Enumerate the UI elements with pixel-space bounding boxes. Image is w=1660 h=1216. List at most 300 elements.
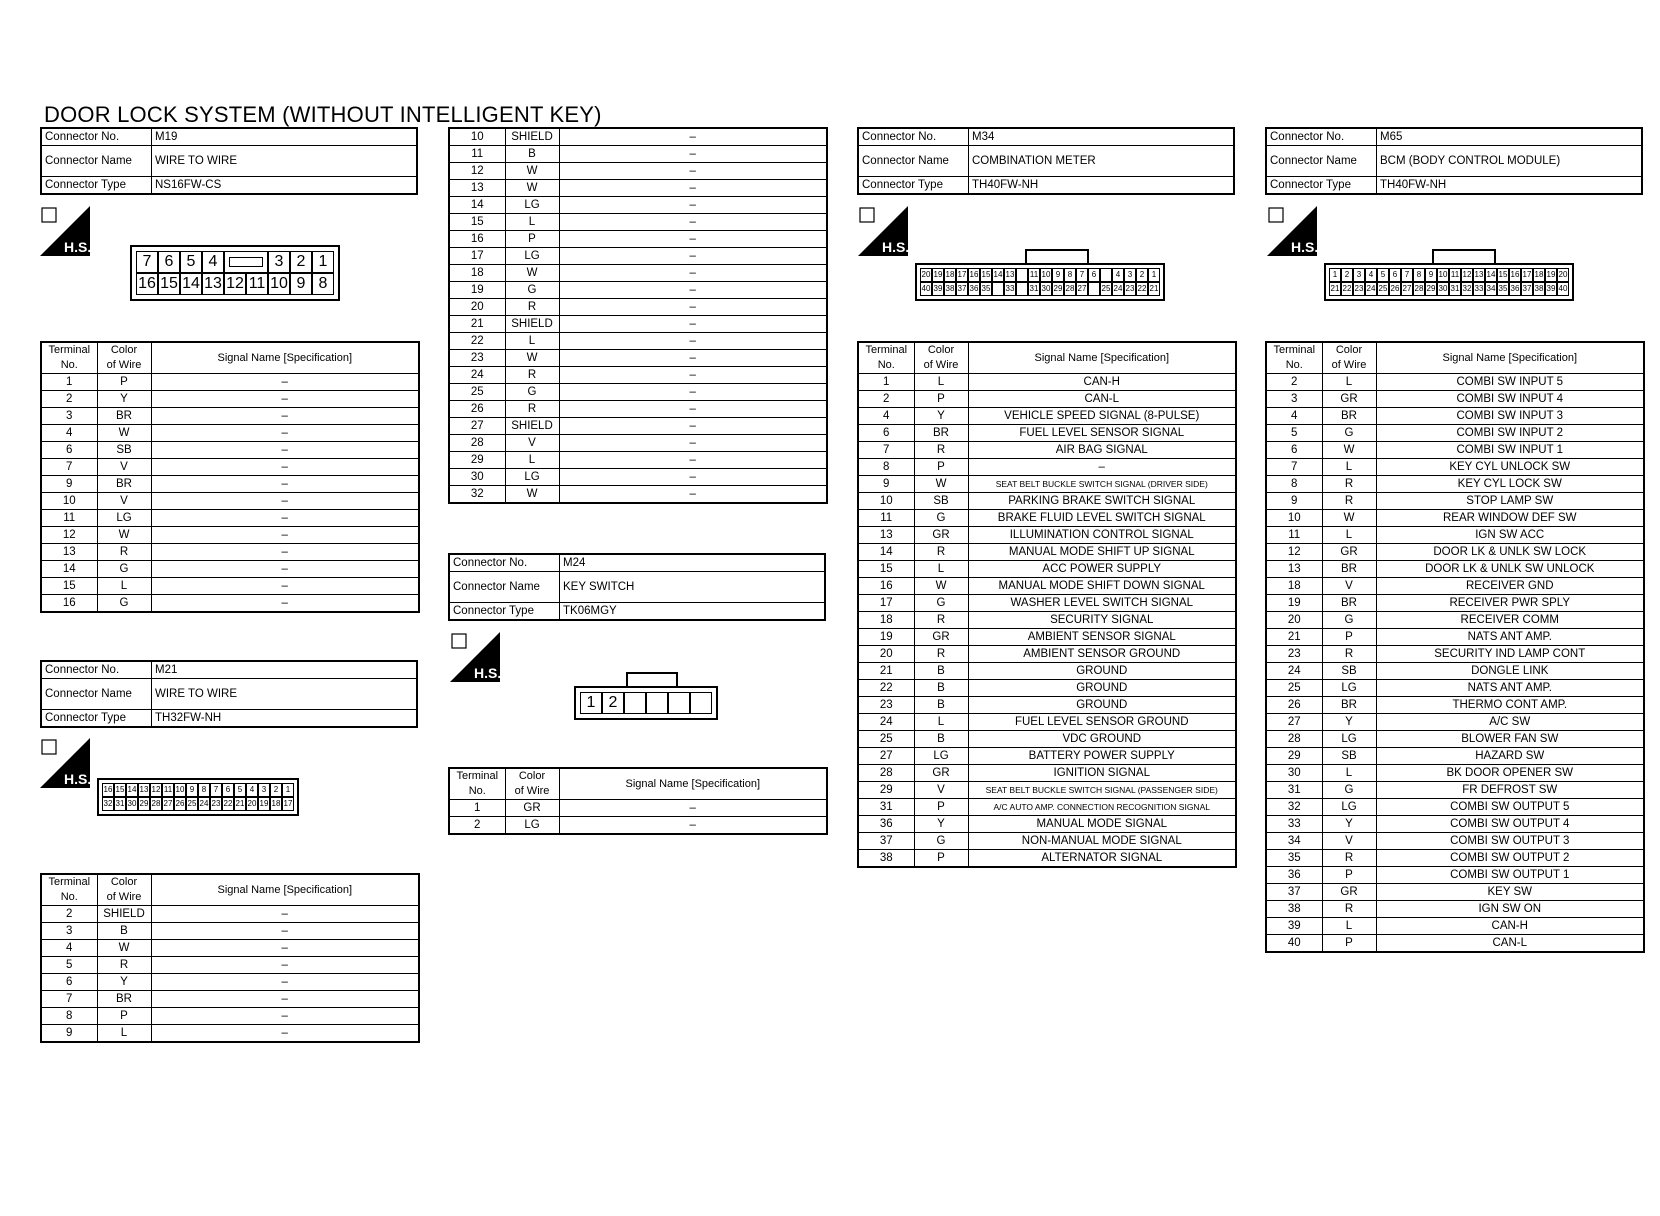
signal-name-header: Signal Name [Specification] [968,342,1236,374]
table-row [41,974,419,991]
signal-name: IGNITION SIGNAL [968,765,1236,782]
signal-name-header: Signal Name [Specification] [151,874,419,906]
wire-color: B [914,663,968,680]
connector-pin: 27 [1076,282,1088,296]
signal-name: – [151,527,419,544]
table-row [858,544,1236,561]
wire-color: B [914,680,968,697]
terminal-no: 36 [858,816,914,833]
connector-pin: 25 [1100,282,1112,296]
wire-color: P [97,1008,151,1025]
wire-color: SB [1322,663,1376,680]
terminal-no: 2 [41,906,97,923]
signal-name: COMBI SW OUTPUT 2 [1376,850,1644,867]
connector-pin: 22 [1341,282,1353,296]
connector-pin: 16 [136,273,158,295]
terminal-no: 6 [1266,442,1322,459]
color-header-line: Color [927,344,955,356]
terminal-no: 10 [1266,510,1322,527]
wire-color: LG [505,817,559,835]
table-row [449,128,827,146]
signal-name: – [559,350,827,367]
table-row [858,459,1236,476]
terminal-no: 14 [41,561,97,578]
connector-no: M34 [969,128,1235,146]
connector-name: WIRE TO WIRE [152,146,418,177]
svg-text:H.S.: H.S. [474,665,500,681]
terminal-no: 11 [858,510,914,527]
signal-name: – [559,146,827,163]
connector-pin: 40 [1557,282,1569,296]
connector-pin: 3 [1353,268,1365,282]
table-row [1266,765,1644,782]
color-header-line: Color [110,344,138,356]
wire-color: G [914,595,968,612]
wire-color-header [97,874,151,906]
table-row [858,493,1236,510]
table-row [449,384,827,401]
table-row [449,486,827,504]
terminal-no: 27 [858,748,914,765]
connector-pin: 39 [932,282,944,296]
terminal-no: 32 [1266,799,1322,816]
wire-color: W [914,476,968,493]
terminal-no: 12 [449,163,505,180]
terminal-no: 4 [1266,408,1322,425]
terminal-no: 28 [858,765,914,782]
table-row [41,1008,419,1025]
connector-pin: 8 [1413,268,1425,282]
signal-name: – [151,425,419,442]
wire-color-header [505,768,559,800]
terminal-header-line: Terminal [48,344,91,356]
connector-pin: 39 [1545,282,1557,296]
connector-pin: 33 [1004,282,1016,296]
connector-pin [1016,268,1028,282]
wire-color: BR [914,425,968,442]
pin-table-m21-continued [448,127,828,504]
table-row [1266,816,1644,833]
table-row [1266,901,1644,918]
wire-color: W [97,527,151,544]
terminal-no: 2 [858,391,914,408]
table-row [1266,629,1644,646]
wire-color-header [914,342,968,374]
connector-pin: 26 [1389,282,1401,296]
signal-name: WASHER LEVEL SWITCH SIGNAL [968,595,1236,612]
connector-pin: 18 [944,268,956,282]
connector-pin: 1 [282,783,294,797]
signal-name: IGN SW ACC [1376,527,1644,544]
connector-pin: 19 [258,797,270,811]
connector-pin: 9 [1052,268,1064,282]
connector-pin: 11 [246,273,268,295]
wire-color: G [97,561,151,578]
connector-pin: 4 [1365,268,1377,282]
terminal-no: 29 [449,452,505,469]
signal-name: MANUAL MODE SHIFT UP SIGNAL [968,544,1236,561]
connector-pin: 38 [1533,282,1545,296]
wire-color: W [914,578,968,595]
connector-pin: 6 [222,783,234,797]
connector-pin: 11 [1028,268,1040,282]
terminal-no: 8 [1266,476,1322,493]
terminal-no: 31 [858,799,914,816]
connector-info-m24 [448,553,826,621]
signal-name: AMBIENT SENSOR SIGNAL [968,629,1236,646]
connector-pin: 21 [1148,282,1160,296]
terminal-no: 3 [41,923,97,940]
signal-name: – [559,817,827,835]
label: Connector Name [41,146,152,177]
wire-color: R [97,957,151,974]
wire-color: GR [914,765,968,782]
terminal-header-line: No. [60,359,78,371]
terminal-no: 6 [41,974,97,991]
terminal-no: 2 [449,817,505,835]
wire-color: SHIELD [505,128,559,146]
terminal-no: 21 [858,663,914,680]
terminal-header-line: Terminal [48,876,91,888]
terminal-no: 15 [449,214,505,231]
connector-pin: 4 [1112,268,1124,282]
terminal-no: 3 [41,408,97,425]
wire-color: L [505,214,559,231]
table-row [449,800,827,817]
connector-info-m21 [40,660,418,728]
table-row [1266,527,1644,544]
terminal-no-header [41,342,97,374]
wire-color: V [1322,578,1376,595]
table-row [41,493,419,510]
signal-name: – [559,800,827,817]
wire-color: L [505,333,559,350]
terminal-no: 29 [1266,748,1322,765]
color-header-line: of Wire [514,785,550,797]
signal-name: BRAKE FLUID LEVEL SWITCH SIGNAL [968,510,1236,527]
terminal-no: 23 [858,697,914,714]
signal-name: CAN-H [968,374,1236,391]
signal-name: ILLUMINATION CONTROL SIGNAL [968,527,1236,544]
table-row [1266,680,1644,697]
page-title: DOOR LOCK SYSTEM (WITHOUT INTELLIGENT KEY) [44,102,602,127]
wire-color: W [97,940,151,957]
wire-color: BR [1322,561,1376,578]
terminal-no: 11 [449,146,505,163]
connector-pin: 1 [1148,268,1160,282]
wire-color: P [914,459,968,476]
terminal-no: 21 [449,316,505,333]
connector-pin: 1 [580,692,602,714]
wire-color: G [1322,612,1376,629]
connector-pin: 4 [202,251,224,273]
wire-color: G [1322,425,1376,442]
wire-color: LG [914,748,968,765]
signal-name: SECURITY IND LAMP CONT [1376,646,1644,663]
signal-name: – [151,906,419,923]
table-row [858,799,1236,816]
table-row [1266,476,1644,493]
wire-color: G [97,595,151,613]
connector-pin: 16 [1509,268,1521,282]
wire-color: LG [505,469,559,486]
terminal-no: 20 [1266,612,1322,629]
wire-color: GR [505,800,559,817]
label: Connector No. [41,128,152,146]
signal-name: ACC POWER SUPPLY [968,561,1236,578]
connector-pin: 7 [136,251,158,273]
wire-color: W [1322,442,1376,459]
signal-name: – [151,374,419,391]
table-row [858,833,1236,850]
terminal-header-line: Terminal [456,770,499,782]
wire-color: W [1322,510,1376,527]
signal-name: MANUAL MODE SIGNAL [968,816,1236,833]
connector-name: BCM (BODY CONTROL MODULE) [1377,146,1643,177]
wire-color: V [97,493,151,510]
connector-pin: 10 [268,273,290,295]
wire-color: L [1322,459,1376,476]
connector-pin: 24 [1112,282,1124,296]
terminal-no: 1 [858,374,914,391]
table-row [858,680,1236,697]
connector-pin: 28 [1413,282,1425,296]
connector-pin [1088,282,1100,296]
table-row [449,231,827,248]
connector-pin: 2 [270,783,282,797]
connector-pin: 34 [1485,282,1497,296]
connector-pin: 24 [198,797,210,811]
signal-name: CAN-L [968,391,1236,408]
wire-color: W [97,425,151,442]
table-row [1266,799,1644,816]
table-row [858,476,1236,493]
label: Connector Type [41,177,152,195]
color-header-line: Color [1335,344,1363,356]
table-row [1266,425,1644,442]
connector-pin: 9 [290,273,312,295]
wire-color: G [914,833,968,850]
label: Connector Type [858,177,969,195]
terminal-no: 13 [449,180,505,197]
signal-name: KEY CYL LOCK SW [1376,476,1644,493]
terminal-no: 37 [1266,884,1322,901]
terminal-no: 13 [1266,561,1322,578]
wire-color: L [505,452,559,469]
table-row [1266,612,1644,629]
table-row [858,561,1236,578]
wire-color: G [1322,782,1376,799]
wire-color: BR [97,991,151,1008]
connector-face-m65 [1324,249,1574,301]
label: Connector Type [41,710,152,728]
wire-color: GR [1322,544,1376,561]
signal-name: COMBI SW INPUT 3 [1376,408,1644,425]
terminal-no: 11 [41,510,97,527]
terminal-no-header [449,768,505,800]
connector-no: M19 [152,128,418,146]
signal-name: DONGLE LINK [1376,663,1644,680]
signal-name: COMBI SW OUTPUT 5 [1376,799,1644,816]
wire-color: R [1322,476,1376,493]
signal-name: – [968,459,1236,476]
wire-color: R [1322,493,1376,510]
wire-color: LG [1322,731,1376,748]
terminal-no: 19 [449,282,505,299]
table-row [41,459,419,476]
wire-color: Y [97,974,151,991]
signal-name: COMBI SW INPUT 2 [1376,425,1644,442]
harness-side-icon [858,206,908,256]
terminal-no: 16 [858,578,914,595]
terminal-no: 38 [1266,901,1322,918]
connector-pin: 30 [1040,282,1052,296]
table-header-row [1266,342,1644,374]
table-row [1266,884,1644,901]
connector-pin: 13 [138,783,150,797]
terminal-no: 38 [858,850,914,868]
signal-name: COMBI SW OUTPUT 3 [1376,833,1644,850]
connector-pin: 18 [1533,268,1545,282]
terminal-no: 29 [858,782,914,799]
signal-name: SEAT BELT BUCKLE SWITCH SIGNAL (DRIVER SIDE) [968,476,1236,493]
connector-info-m34 [857,127,1235,195]
table-row [1266,408,1644,425]
connector-pin: 2 [290,251,312,273]
terminal-no: 8 [858,459,914,476]
terminal-no: 15 [858,561,914,578]
table-row [858,612,1236,629]
terminal-no: 9 [858,476,914,493]
connector-pin [992,282,1004,296]
connector-pin: 16 [968,268,980,282]
table-row [858,697,1236,714]
wire-color: P [1322,935,1376,953]
terminal-no: 9 [1266,493,1322,510]
connector-pin: 16 [102,783,114,797]
terminal-no: 7 [41,991,97,1008]
table-row [1266,663,1644,680]
connector-pin: 15 [114,783,126,797]
table-row [858,782,1236,799]
connector-pin: 32 [102,797,114,811]
signal-name: CAN-L [1376,935,1644,953]
connector-pin: 11 [162,783,174,797]
connector-pin: 23 [210,797,222,811]
connector-pin: 33 [1473,282,1485,296]
wire-color: P [97,374,151,391]
color-header-line: Color [110,876,138,888]
terminal-no: 5 [1266,425,1322,442]
signal-name: BLOWER FAN SW [1376,731,1644,748]
connector-pin: 15 [980,268,992,282]
connector-pin: 8 [312,273,334,295]
terminal-no: 2 [1266,374,1322,391]
connector-pin: 20 [1557,268,1569,282]
signal-name: – [559,316,827,333]
connector-pin: 37 [1521,282,1533,296]
wire-color: Y [914,816,968,833]
connector-pin: 14 [180,273,202,295]
terminal-no: 4 [858,408,914,425]
signal-name: RECEIVER PWR SPLY [1376,595,1644,612]
wire-color: GR [1322,884,1376,901]
connector-pin [1100,268,1112,282]
connector-pin: 40 [920,282,932,296]
table-row [1266,561,1644,578]
connector-pin: 31 [114,797,126,811]
label: Connector No. [41,661,152,679]
connector-pin: 18 [270,797,282,811]
table-row [41,991,419,1008]
signal-name-header: Signal Name [Specification] [151,342,419,374]
terminal-no: 6 [41,442,97,459]
signal-name: – [151,923,419,940]
terminal-no: 22 [858,680,914,697]
terminal-header-line: No. [60,891,78,903]
wire-color: LG [1322,799,1376,816]
wire-color: R [1322,901,1376,918]
svg-text:H.S.: H.S. [64,771,90,787]
table-row [449,418,827,435]
wire-color: R [914,646,968,663]
connector-pin [224,251,268,273]
terminal-no: 35 [1266,850,1322,867]
connector-pin: 21 [1329,282,1341,296]
wire-color: R [505,367,559,384]
wire-color: R [1322,850,1376,867]
table-row [449,350,827,367]
signal-name: – [559,299,827,316]
terminal-no: 13 [41,544,97,561]
table-row [41,561,419,578]
signal-name: – [151,442,419,459]
label: Connector Type [449,603,560,621]
connector-pin: 21 [234,797,246,811]
connector-pin: 7 [1076,268,1088,282]
table-row [41,442,419,459]
signal-name: RECEIVER COMM [1376,612,1644,629]
table-row [858,425,1236,442]
wire-color: W [505,180,559,197]
terminal-no: 30 [449,469,505,486]
terminal-no: 2 [41,391,97,408]
terminal-no: 20 [858,646,914,663]
signal-name: – [559,163,827,180]
terminal-no: 23 [1266,646,1322,663]
color-header-line: of Wire [923,359,959,371]
pin-table-m21 [40,873,420,1043]
table-row [1266,646,1644,663]
table-row [449,180,827,197]
terminal-no: 7 [41,459,97,476]
terminal-header-line: No. [468,785,486,797]
harness-side-icon [1267,206,1317,256]
wire-color-header [1322,342,1376,374]
terminal-no: 11 [1266,527,1322,544]
pin-table-m65 [1265,341,1645,953]
connector-pin: 23 [1124,282,1136,296]
terminal-no: 18 [858,612,914,629]
wire-color: Y [97,391,151,408]
wire-color: LG [505,197,559,214]
signal-name: DOOR LK & UNLK SW UNLOCK [1376,561,1644,578]
table-row [1266,697,1644,714]
table-row [858,391,1236,408]
table-row [1266,391,1644,408]
signal-name: – [151,991,419,1008]
connector-pin: 20 [920,268,932,282]
